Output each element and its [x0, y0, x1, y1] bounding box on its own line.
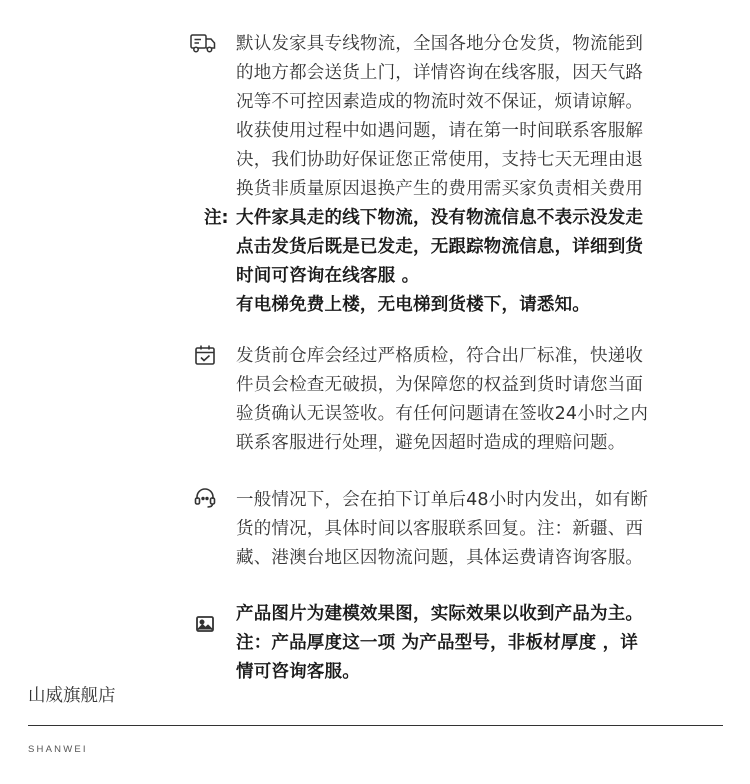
- shipping-note-line: 时间可咨询在线客服 。: [236, 266, 420, 286]
- inspection-line: 发货前仓库会经过严格质检，符合出厂标准，快递收: [236, 346, 644, 366]
- shipping-note-line: 点击发货后既是已发走，无跟踪物流信息，详细到货: [236, 237, 644, 257]
- calendar-check-icon: [194, 344, 218, 368]
- shipping-line: 收获使用过程中如遇问题，请在第一时间联系客服解: [236, 121, 644, 141]
- shipping-note-line: 有电梯免费上楼，无电梯到货楼下，请悉知。: [236, 295, 590, 315]
- note-label: 注:: [204, 208, 229, 228]
- product-images-line: 注：产品厚度这一项 为产品型号，非板材厚度 ，详: [236, 633, 638, 653]
- inspection-line: 验货确认无误签收。有任何问题请在签收24小时之内: [236, 404, 649, 424]
- shipping-note-line: 大件家具走的线下物流，没有物流信息不表示没发走: [236, 208, 644, 228]
- shipping-info: [236, 30, 676, 320]
- shipping-line: 默认发家具专线物流，全国各地分仓发货，物流能到: [236, 34, 644, 54]
- shipping-line: 决，我们协助好保证您正常使用，支持七天无理由退: [236, 150, 644, 170]
- shipping-line: 换货非质量原因退换产生的费用需买家负责相关费用: [236, 179, 644, 199]
- product-images-line: 情可咨询客服。: [236, 662, 360, 682]
- shipping-line: 的地方都会送货上门，详情咨询在线客服，因天气路: [236, 63, 644, 83]
- inspection-info: [236, 342, 676, 458]
- shipping-line: 况等不可控因素造成的物流时效不保证，烦请谅解。: [236, 92, 644, 112]
- delivery-truck-icon: [190, 32, 214, 56]
- inspection-line: 联系客服进行处理，避免因超时造成的理赔问题。: [236, 433, 626, 453]
- dispatch-info: [236, 486, 676, 573]
- store-name: 山威旗舰店: [28, 686, 116, 706]
- headset-service-icon: [193, 486, 217, 510]
- dispatch-line: 货的情况，具体时间以客服联系回复。注：新疆、西: [236, 519, 644, 539]
- dispatch-line: 藏、港澳台地区因物流问题，具体运费请咨询客服。: [236, 548, 644, 568]
- product-images-info: [236, 600, 676, 687]
- inspection-line: 件员会检查无破损，为保障您的权益到货时请您当面: [236, 375, 644, 395]
- product-images-line: 产品图片为建模效果图，实际效果以收到产品为主。: [236, 604, 644, 624]
- divider: [28, 725, 723, 726]
- dispatch-line: 一般情况下，会在拍下订单后48小时内发出，如有断: [236, 490, 649, 510]
- brand-name: SHANWEI: [28, 744, 88, 755]
- picture-icon: [195, 614, 219, 638]
